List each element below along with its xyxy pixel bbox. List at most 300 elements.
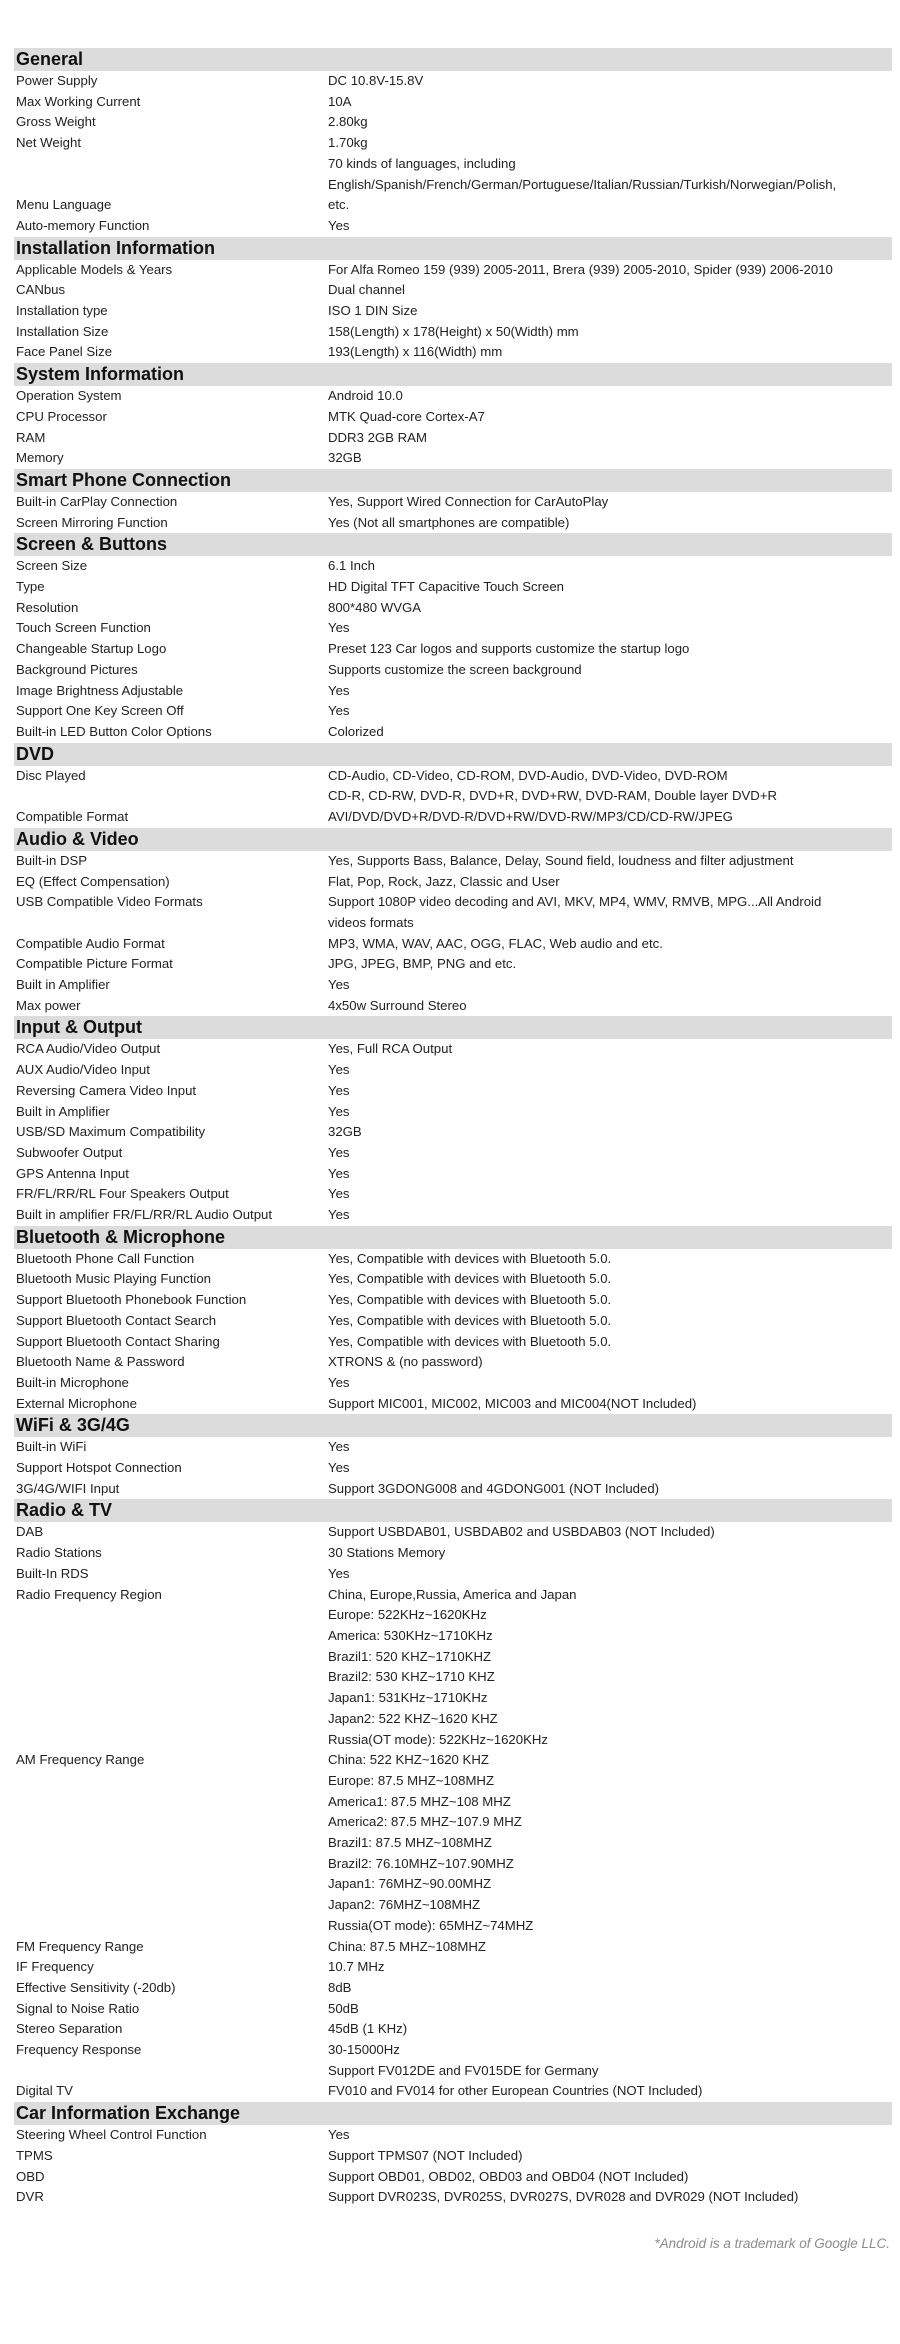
spec-value-line: 800*480 WVGA	[328, 599, 422, 615]
spec-row	[14, 1543, 892, 1564]
spec-value-line: America: 530KHz~1710KHz	[328, 1628, 493, 1643]
spec-value	[328, 154, 892, 216]
spec-label: Installation type	[16, 303, 108, 319]
spec-value	[328, 766, 892, 807]
spec-value-line: 50dB	[328, 2000, 359, 2016]
spec-label: Built in amplifier FR/FL/RR/RL Audio Output	[16, 1207, 273, 1223]
spec-row	[14, 448, 892, 469]
spec-value-line: Yes	[328, 1082, 350, 1098]
spec-value	[328, 1458, 892, 1479]
spec-value	[328, 1143, 892, 1164]
spec-value-line: For Alfa Romeo 159 (939) 2005-2011, Brera (939) 2005-2010, Spider (939) 2006-2010	[328, 261, 833, 277]
spec-label: Touch Screen Function	[16, 620, 151, 636]
spec-row	[14, 1937, 892, 1958]
spec-row	[14, 492, 892, 513]
spec-label: Built-in Microphone	[16, 1374, 129, 1390]
spec-value	[328, 556, 892, 577]
spec-row	[14, 2167, 892, 2188]
spec-value	[328, 492, 892, 513]
spec-row	[14, 301, 892, 322]
spec-label: Built in Amplifier	[16, 977, 110, 993]
spec-value-line: Yes	[328, 1103, 350, 1119]
spec-row	[14, 428, 892, 449]
section-radio-tv	[14, 1499, 892, 2102]
spec-row	[14, 1143, 892, 1164]
spec-label: Type	[16, 579, 45, 595]
spec-value-line: 193(Length) x 116(Width) mm	[328, 344, 503, 360]
spec-label: Disc Played	[16, 767, 86, 783]
spec-label: AM Frequency Range	[16, 1752, 145, 1768]
spec-row	[14, 1039, 892, 1060]
section-screen-buttons	[14, 533, 892, 742]
spec-value	[328, 1060, 892, 1081]
spec-value-line: Support OBD01, OBD02, OBD03 and OBD04 (NOT Included)	[328, 2168, 689, 2184]
spec-label: Effective Sensitivity (-20db)	[16, 1979, 176, 1995]
spec-row	[14, 1060, 892, 1081]
section-system-information	[14, 363, 892, 469]
section-heading: WiFi & 3G/4G	[14, 1414, 892, 1437]
spec-row	[14, 1269, 892, 1290]
spec-value-line: Europe: 522KHz~1620KHz	[328, 1607, 487, 1623]
spec-value	[328, 1039, 892, 1060]
spec-label: Compatible Picture Format	[16, 956, 173, 972]
spec-value	[328, 1999, 892, 2020]
spec-value	[328, 2040, 892, 2061]
spec-label: Support Hotspot Connection	[16, 1460, 182, 1476]
spec-value	[328, 2146, 892, 2167]
spec-value	[328, 1585, 892, 1751]
spec-value-line: English/Spanish/French/German/Portuguese/Italian/Russian/Turkish/Norwegian/Polish,	[328, 176, 837, 192]
spec-value-line: America1: 87.5 MHZ~108 MHZ	[328, 1793, 511, 1809]
spec-label: Net Weight	[16, 135, 81, 151]
spec-row	[14, 1585, 892, 1751]
section-heading: Input & Output	[14, 1016, 892, 1039]
spec-row	[14, 892, 892, 933]
spec-value-line: 6.1 Inch	[328, 558, 375, 574]
spec-row	[14, 1311, 892, 1332]
spec-value-line: Japan2: 522 KHZ~1620 KHZ	[328, 1710, 498, 1726]
spec-label: Built in Amplifier	[16, 1103, 110, 1119]
spec-label: Changeable Startup Logo	[16, 641, 167, 657]
spec-value	[328, 1479, 892, 1500]
section-heading: Installation Information	[14, 237, 892, 260]
spec-value-line: Brazil1: 520 KHZ~1710KHZ	[328, 1648, 492, 1664]
spec-value-line: MP3, WMA, WAV, AAC, OGG, FLAC, Web audio and etc.	[328, 935, 663, 951]
spec-label: Built-in LED Button Color Options	[16, 723, 212, 739]
spec-value-line: Support 3GDONG008 and 4GDONG001 (NOT Included)	[328, 1480, 660, 1496]
spec-label: GPS Antenna Input	[16, 1165, 129, 1181]
spec-value-line: 32GB	[328, 1124, 362, 1140]
spec-label: AUX Audio/Video Input	[16, 1062, 150, 1078]
spec-row	[14, 660, 892, 681]
spec-value	[328, 1269, 892, 1290]
spec-value-line: 45dB (1 KHz)	[328, 2021, 408, 2037]
spec-label: Auto-memory Function	[16, 217, 150, 233]
spec-value	[328, 1957, 892, 1978]
spec-value	[328, 428, 892, 449]
spec-value-line: DC 10.8V-15.8V	[328, 73, 424, 88]
spec-value-line: Support TPMS07 (NOT Included)	[328, 2147, 523, 2163]
spec-value-line: Yes, Supports Bass, Balance, Delay, Sound field, loudness and filter adjustment	[328, 852, 794, 868]
spec-value-line: Yes	[328, 2127, 350, 2143]
spec-value-line: Russia(OT mode): 522KHz~1620KHz	[328, 1731, 549, 1747]
section-car-information-exchange	[14, 2102, 892, 2208]
spec-row	[14, 2146, 892, 2167]
spec-value	[328, 71, 892, 92]
spec-value-line: Support USBDAB01, USBDAB02 and USBDAB03 (NOT Included)	[328, 1524, 715, 1540]
section-heading: General	[14, 48, 892, 71]
spec-row	[14, 133, 892, 154]
section-general	[14, 48, 892, 237]
spec-value-line: ISO 1 DIN Size	[328, 303, 418, 319]
spec-value	[328, 975, 892, 996]
spec-label: Radio Frequency Region	[16, 1586, 162, 1602]
spec-value-line: China, Europe,Russia, America and Japan	[328, 1586, 577, 1602]
spec-row	[14, 577, 892, 598]
spec-value	[328, 1122, 892, 1143]
spec-value-line: Yes, Full RCA Output	[328, 1041, 453, 1057]
spec-value	[328, 1184, 892, 1205]
spec-label: Support One Key Screen Off	[16, 703, 184, 719]
section-input-output	[14, 1016, 892, 1225]
spec-label: Bluetooth Name & Password	[16, 1354, 185, 1370]
spec-value	[328, 216, 892, 237]
spec-row	[14, 407, 892, 428]
spec-value-line: Brazil2: 76.10MHZ~107.90MHZ	[328, 1855, 514, 1871]
spec-label: FR/FL/RR/RL Four Speakers Output	[16, 1186, 229, 1202]
spec-label: Built-in DSP	[16, 852, 88, 868]
spec-value-line: Yes, Compatible with devices with Bluetooth 5.0.	[328, 1333, 612, 1349]
section-heading: Smart Phone Connection	[14, 469, 892, 492]
spec-row	[14, 1290, 892, 1311]
spec-value-line: Yes	[328, 977, 350, 993]
section-heading: Radio & TV	[14, 1499, 892, 1522]
spec-value	[328, 639, 892, 660]
spec-row	[14, 216, 892, 237]
spec-value-line: Yes, Support Wired Connection for CarAutoPlay	[328, 493, 609, 509]
spec-value-line: Yes	[328, 1565, 350, 1581]
spec-value-line: 30 Stations Memory	[328, 1545, 446, 1561]
spec-value	[328, 618, 892, 639]
spec-label: DAB	[16, 1524, 44, 1540]
spec-row	[14, 513, 892, 534]
spec-label: Screen Mirroring Function	[16, 514, 168, 530]
spec-value-line: Russia(OT mode): 65MHZ~74MHZ	[328, 1917, 534, 1933]
spec-value	[328, 577, 892, 598]
section-installation-information	[14, 237, 892, 364]
spec-value	[328, 1332, 892, 1353]
spec-value-line: China: 87.5 MHZ~108MHZ	[328, 1938, 486, 1954]
spec-value	[328, 660, 892, 681]
spec-value-line: Yes	[328, 703, 350, 719]
spec-value	[328, 260, 892, 281]
spec-row	[14, 681, 892, 702]
spec-label: EQ (Effect Compensation)	[16, 873, 170, 889]
spec-value-line: Yes	[328, 1460, 350, 1476]
spec-value	[328, 1437, 892, 1458]
spec-label: Bluetooth Music Playing Function	[16, 1271, 211, 1287]
spec-value-line: Yes	[328, 1144, 350, 1160]
spec-label: Support Bluetooth Contact Sharing	[16, 1333, 220, 1349]
spec-value-line: AVI/DVD/DVD+R/DVD-R/DVD+RW/DVD-RW/MP3/CD/CD-RW/JPEG	[328, 809, 733, 825]
spec-value-line: 10.7 MHz	[328, 1959, 385, 1975]
spec-row	[14, 1394, 892, 1415]
spec-row	[14, 1978, 892, 1999]
section-wifi-3g-4g	[14, 1414, 892, 1499]
spec-value	[328, 954, 892, 975]
spec-value-line: Japan1: 531KHz~1710KHz	[328, 1690, 488, 1706]
spec-label: Applicable Models & Years	[16, 261, 173, 277]
spec-value-line: CD-R, CD-RW, DVD-R, DVD+R, DVD+RW, DVD-RAM, Double layer DVD+R	[328, 788, 778, 804]
spec-value-line: Yes	[328, 1374, 350, 1390]
spec-value-line: Yes, Compatible with devices with Bluetooth 5.0.	[328, 1292, 612, 1308]
spec-row	[14, 1164, 892, 1185]
spec-label: Support Bluetooth Contact Search	[16, 1312, 217, 1328]
spec-row	[14, 1522, 892, 1543]
spec-label: TPMS	[16, 2147, 53, 2163]
section-heading: DVD	[14, 743, 892, 766]
spec-value	[328, 1205, 892, 1226]
spec-label: CPU Processor	[16, 408, 107, 424]
spec-row	[14, 2019, 892, 2040]
spec-label: Digital TV	[16, 2083, 73, 2099]
spec-value	[328, 2187, 892, 2208]
spec-value	[328, 2019, 892, 2040]
spec-row	[14, 934, 892, 955]
section-dvd	[14, 743, 892, 828]
spec-row	[14, 2061, 892, 2102]
spec-value-line: Supports customize the screen background	[328, 661, 582, 677]
spec-row	[14, 807, 892, 828]
section-heading: Car Information Exchange	[14, 2102, 892, 2125]
spec-row	[14, 386, 892, 407]
spec-value	[328, 1102, 892, 1123]
spec-value	[328, 722, 892, 743]
spec-row	[14, 1437, 892, 1458]
spec-row	[14, 701, 892, 722]
spec-label: Max Working Current	[16, 93, 141, 109]
spec-label: Reversing Camera Video Input	[16, 1082, 197, 1098]
spec-value-line: HD Digital TFT Capacitive Touch Screen	[328, 579, 565, 595]
spec-value-line: Yes, Compatible with devices with Bluetooth 5.0.	[328, 1312, 612, 1328]
spec-label: Stereo Separation	[16, 2021, 123, 2037]
spec-row	[14, 1122, 892, 1143]
spec-value-line: Support DVR023S, DVR025S, DVR027S, DVR028 and DVR029 (NOT Included)	[328, 2189, 799, 2205]
spec-value	[328, 1394, 892, 1415]
spec-value	[328, 996, 892, 1017]
spec-label: Built-in WiFi	[16, 1439, 87, 1455]
spec-label: Gross Weight	[16, 114, 96, 130]
spec-row	[14, 722, 892, 743]
spec-value-line: 30-15000Hz	[328, 2042, 400, 2058]
spec-label: Menu Language	[16, 197, 112, 213]
spec-value	[328, 1352, 892, 1373]
spec-value-line: Yes	[328, 1207, 350, 1223]
trademark-footnote: *Android is a trademark of Google LLC.	[654, 2235, 890, 2251]
spec-value	[328, 1290, 892, 1311]
spec-value-line: America2: 87.5 MHZ~107.9 MHZ	[328, 1814, 522, 1830]
spec-value-line: 10A	[328, 93, 352, 109]
spec-label: RCA Audio/Video Output	[16, 1041, 161, 1057]
spec-value	[328, 1164, 892, 1185]
spec-value-line: Support 1080P video decoding and AVI, MKV, MP4, WMV, RMVB, MPG...All Android	[328, 894, 822, 910]
spec-value-line: MTK Quad-core Cortex-A7	[328, 408, 485, 424]
spec-row	[14, 556, 892, 577]
spec-value-line: etc.	[328, 197, 350, 213]
spec-row	[14, 975, 892, 996]
spec-value-line: DDR3 2GB RAM	[328, 429, 427, 445]
spec-value	[328, 1373, 892, 1394]
spec-row	[14, 618, 892, 639]
spec-row	[14, 1332, 892, 1353]
spec-row	[14, 342, 892, 363]
spec-row	[14, 92, 892, 113]
spec-value	[328, 807, 892, 828]
spec-row	[14, 1249, 892, 1270]
spec-row	[14, 1564, 892, 1585]
spec-row	[14, 996, 892, 1017]
spec-value	[328, 681, 892, 702]
spec-label: Face Panel Size	[16, 344, 113, 360]
spec-label: IF Frequency	[16, 1959, 94, 1975]
spec-value	[328, 1978, 892, 1999]
spec-value-line: Brazil2: 530 KHZ~1710 KHZ	[328, 1669, 495, 1685]
spec-label: Signal to Noise Ratio	[16, 2000, 140, 2016]
spec-row	[14, 112, 892, 133]
spec-row	[14, 598, 892, 619]
spec-row	[14, 260, 892, 281]
spec-label: USB/SD Maximum Compatibility	[16, 1124, 206, 1140]
spec-label: Compatible Format	[16, 809, 129, 825]
spec-value-line: Support FV012DE and FV015DE for Germany	[328, 2062, 599, 2078]
spec-label: Support Bluetooth Phonebook Function	[16, 1292, 247, 1308]
spec-value	[328, 513, 892, 534]
spec-row	[14, 2187, 892, 2208]
spec-value	[328, 1522, 892, 1543]
spec-value-line: Japan1: 76MHZ~90.00MHZ	[328, 1876, 492, 1892]
spec-row	[14, 954, 892, 975]
spec-value-line: JPG, JPEG, BMP, PNG and etc.	[328, 956, 517, 972]
spec-row	[14, 851, 892, 872]
spec-row	[14, 2125, 892, 2146]
spec-value-line: Colorized	[328, 723, 384, 739]
spec-value	[328, 342, 892, 363]
spec-label: Image Brightness Adjustable	[16, 682, 184, 698]
spec-label: Frequency Response	[16, 2042, 142, 2058]
spec-label: Radio Stations	[16, 1545, 102, 1561]
spec-row	[14, 154, 892, 216]
spec-label: RAM	[16, 429, 46, 445]
spec-label: OBD	[16, 2168, 45, 2184]
spec-row	[14, 1184, 892, 1205]
spec-value	[328, 133, 892, 154]
spec-row	[14, 2040, 892, 2061]
spec-label: Resolution	[16, 599, 79, 615]
spec-value	[328, 112, 892, 133]
spec-value-line: Europe: 87.5 MHZ~108MHZ	[328, 1772, 495, 1788]
spec-value	[328, 301, 892, 322]
spec-row	[14, 1081, 892, 1102]
spec-value	[328, 1543, 892, 1564]
spec-value-line: XTRONS & (no password)	[328, 1354, 483, 1370]
spec-value-line: 32GB	[328, 450, 362, 466]
spec-value-line: Dual channel	[328, 282, 405, 298]
section-smart-phone-connection	[14, 469, 892, 533]
spec-row	[14, 1458, 892, 1479]
spec-row	[14, 280, 892, 301]
spec-label: Installation Size	[16, 323, 109, 339]
spec-value	[328, 448, 892, 469]
spec-label: Steering Wheel Control Function	[16, 2127, 207, 2143]
spec-value-line: Preset 123 Car logos and supports customize the startup logo	[328, 641, 690, 657]
spec-row	[14, 1352, 892, 1373]
spec-label: DVR	[16, 2189, 44, 2205]
spec-value-line: FV010 and FV014 for other European Countries (NOT Included)	[328, 2083, 703, 2099]
spec-value	[328, 851, 892, 872]
spec-value-line: videos formats	[328, 914, 414, 930]
spec-value	[328, 1750, 892, 1936]
spec-value	[328, 934, 892, 955]
spec-row	[14, 639, 892, 660]
spec-value-line: Brazil1: 87.5 MHZ~108MHZ	[328, 1835, 492, 1851]
spec-value-line: 4x50w Surround Stereo	[328, 997, 467, 1013]
spec-label: Max power	[16, 997, 81, 1013]
spec-value	[328, 1937, 892, 1958]
spec-label: CANbus	[16, 282, 66, 298]
spec-value-line: Yes	[328, 620, 350, 636]
spec-row	[14, 71, 892, 92]
spec-value-line: 8dB	[328, 1979, 352, 1995]
spec-row	[14, 1102, 892, 1123]
spec-value-line: Yes	[328, 1062, 350, 1078]
section-bluetooth-microphone	[14, 1226, 892, 1415]
spec-value-line: Support MIC001, MIC002, MIC003 and MIC004(NOT Included)	[328, 1395, 697, 1411]
spec-row	[14, 322, 892, 343]
spec-row	[14, 1957, 892, 1978]
spec-value	[328, 2061, 892, 2102]
section-heading: Bluetooth & Microphone	[14, 1226, 892, 1249]
spec-value-line: Flat, Pop, Rock, Jazz, Classic and User	[328, 873, 560, 889]
spec-value-line: Yes (Not all smartphones are compatible)	[328, 514, 570, 530]
spec-value-line: Yes	[328, 1186, 350, 1202]
spec-label: External Microphone	[16, 1395, 137, 1411]
spec-value	[328, 92, 892, 113]
spec-row	[14, 1999, 892, 2020]
spec-value	[328, 322, 892, 343]
spec-label: Built-In RDS	[16, 1565, 89, 1581]
spec-value	[328, 386, 892, 407]
spec-row	[14, 1479, 892, 1500]
spec-value	[328, 407, 892, 428]
spec-value-line: Yes	[328, 1165, 350, 1181]
spec-label: Compatible Audio Format	[16, 935, 165, 951]
spec-label: Bluetooth Phone Call Function	[16, 1250, 195, 1266]
spec-label: Screen Size	[16, 558, 88, 574]
spec-label: 3G/4G/WIFI Input	[16, 1480, 120, 1496]
section-heading: Audio & Video	[14, 828, 892, 851]
spec-label: Built-in CarPlay Connection	[16, 493, 178, 509]
spec-value-line: Yes	[328, 682, 350, 698]
spec-value-line: Yes, Compatible with devices with Bluetooth 5.0.	[328, 1250, 612, 1266]
spec-value	[328, 701, 892, 722]
spec-label: Power Supply	[16, 73, 98, 88]
spec-value-line: 158(Length) x 178(Height) x 50(Width) mm	[328, 323, 579, 339]
spec-value-line: Yes	[328, 1439, 350, 1455]
section-heading: Screen & Buttons	[14, 533, 892, 556]
spec-label: Memory	[16, 450, 64, 466]
spec-label: FM Frequency Range	[16, 1938, 144, 1954]
spec-value	[328, 872, 892, 893]
